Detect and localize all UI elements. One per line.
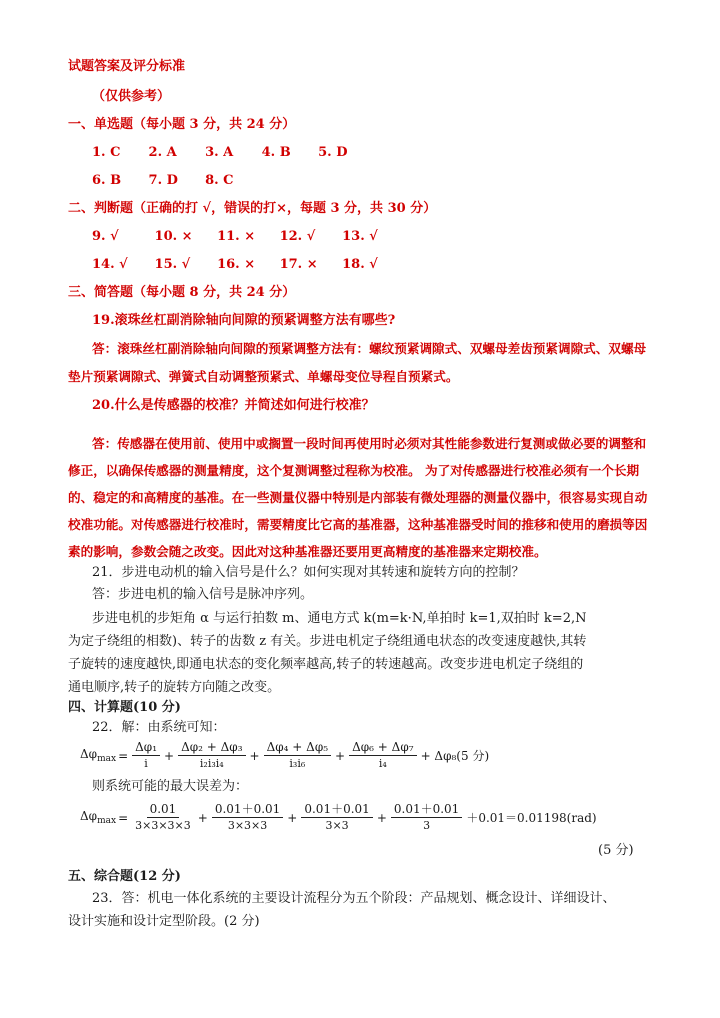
section-heading-calculation: 四、计算题(10 分) [68, 700, 181, 715]
answer-21-line: 步进电机的步矩角 α 与运行拍数 m、通电方式 k(m=k·N,单拍时 k=1,双拍时 k=2,N [92, 611, 587, 626]
formula-fraction: $\frac{\text{Δφ₂ + Δφ₃}}{\text{i₂i₃i₄}}$ [178, 740, 245, 771]
section-heading-single-choice: 一、单选题（每小题 3 分，共 24 分） [68, 117, 296, 132]
formula-fraction: $\frac{\text{Δφ₆ + Δφ₇}}{\text{i₄}}$ [349, 740, 416, 771]
answer-row [92, 228, 400, 246]
section-heading-comprehensive: 五、综合题(12 分) [68, 869, 181, 884]
answer-item: 1. C [92, 145, 121, 160]
answer-item: 6. B [92, 173, 122, 188]
answer-row [92, 172, 257, 190]
formula-fraction: $\frac{0.01+0.01}{3\times 3\times 3}$ [212, 802, 283, 833]
formula-tail: + Δφ₈(5 分) [420, 749, 490, 763]
answer-row [92, 256, 400, 274]
answer-20-line: 答：传感器在使用前、使用中或搁置一段时间再使用时必须对其性能参数进行复测或做必要的调整和 [92, 436, 647, 451]
answer-21-line: 子旋转的速度越快,即通电状态的变化频率越高,转子的转速越高。改变步进电机定子绕组的 [68, 657, 584, 672]
answer-21-line: 答：步进电机的输入信号是脉冲序列。 [92, 587, 314, 602]
answer-item: 2. A [148, 145, 177, 160]
answer-item: 12. √ [279, 229, 316, 244]
answer-item: 15. √ [154, 257, 191, 272]
answer-item: 13. √ [342, 229, 378, 244]
formula-fraction: $\frac{0.01+0.01}{3\times 3}$ [301, 802, 372, 833]
formula-fraction: $\frac{0.01+0.01}{3}$ [391, 802, 462, 833]
page-subtitle: （仅供参考） [92, 89, 171, 104]
answer-item: 14. √ [92, 257, 128, 272]
answer-item: 9. √ [92, 229, 119, 244]
section-heading-true-false: 二、判断题（正确的打 √，错误的打×，每题 3 分，共 30 分） [68, 201, 437, 216]
score-note: (5 分) [598, 843, 634, 858]
page-title: 试题答案及评分标准 [68, 59, 186, 74]
answer-item: 5. D [318, 145, 348, 160]
answer-item: 3. A [205, 145, 234, 160]
formula-max-error: $\Delta\varphi_{max}$ = $\frac{0.01}{3\times 3\times 3\times 3}$ + $\frac{0.01+0.01}{3\times 3\times 3}$ + $\frac{0.01+0.01}{3\times 3}$ + $\frac{0.01+0.01}{3}$ ＋0.01＝0.01198(rad) [80, 802, 597, 832]
answer-21-line: 通电顺序,转子的旋转方向随之改变。 [68, 680, 281, 695]
answer-item: 7. D [148, 173, 178, 188]
formula-fraction: $\frac{0.01}{3\times 3\times 3\times 3}$ [135, 802, 191, 832]
answer-item: 11. × [217, 229, 256, 244]
formula-equals: = [118, 810, 129, 825]
answer-23-line: 设计实施和设计定型阶段。(2 分) [68, 914, 260, 929]
answer-item: 17. × [279, 257, 318, 272]
question-21: 21．步进电动机的输入信号是什么？如何实现对其转速和旋转方向的控制？ [92, 565, 525, 580]
question-22: 22．解：由系统可知： [92, 720, 226, 735]
formula-fraction: $\frac{\text{Δφ₄ + Δφ₅}}{\text{i₃i₆}}$ [264, 740, 331, 771]
answer-20-line: 校准功能。对传感器进行校准时，需要精度比它高的基准器，这种基准器受时间的推移和使用的磨损等因 [68, 517, 648, 532]
formula-lhs: $\Delta\varphi_{max}$ [80, 809, 117, 826]
formula-tail: ＋0.01＝0.01198(rad) [466, 811, 597, 825]
answer-row [92, 144, 370, 162]
formula-fraction: $\frac{\text{Δφ₁}}{i}$ [132, 740, 160, 771]
answer-item: 10. × [154, 229, 193, 244]
answer-item: 16. × [217, 257, 256, 272]
answer-20-line: 的、稳定的和高精度的基准。在一些测量仪器中特别是内部装有微处理器的测量仪器中，很容易实现自动 [68, 490, 648, 505]
answer-23-line: 23．答：机电一体化系统的主要设计流程分为五个阶段：产品规划、概念设计、详细设计、 [92, 891, 616, 906]
question-19: 19.滚珠丝杠副消除轴向间隙的预紧调整方法有哪些? [92, 313, 396, 328]
answer-21-line: 为定子绕组的相数)、转子的齿数 z 有关。步进电机定子绕组通电状态的改变速度越快,其转 [68, 634, 587, 649]
formula-error-transfer: $\Delta\varphi_{max}$ = $\frac{\text{Δφ₁}}{i}$ + $\frac{\text{Δφ₂ + Δφ₃}}{\text{i₂i₃i₄}}$ + $\frac{\text{Δφ₄ + Δφ₅}}{\text{i₃i₆}}$ + $\frac{\text{Δφ₆ + Δφ₇}}{\text{i₄}}$ + Δφ₈(5 分) [80, 740, 490, 770]
section-heading-short-answer: 三、简答题（每小题 8 分，共 24 分） [68, 285, 296, 300]
formula-equals: = [118, 748, 129, 763]
answer-19-line: 答：滚珠丝杠副消除轴向间隙的预紧调整方法有：螺纹预紧调隙式、双螺母差齿预紧调隙式、双螺母 [92, 341, 647, 356]
answer-20-line: 修正，以确保传感器的测量精度，这个复测调整过程称为校准。 为了对传感器进行校准必须有一个长期 [68, 463, 640, 478]
answer-19-line: 垫片预紧调隙式、弹簧式自动调整预紧式、单螺母变位导程自预紧式。 [68, 369, 459, 384]
formula-lhs: $\Delta\varphi_{max}$ [80, 747, 117, 764]
intermediate-text: 则系统可能的最大误差为： [92, 779, 249, 794]
answer-item: 4. B [261, 145, 291, 160]
answer-item: 8. C [205, 173, 234, 188]
answer-20-line: 素的影响，参数会随之改变。因此对这种基准器还要用更高精度的基准器来定期校准。 [68, 544, 547, 559]
question-20: 20.什么是传感器的校准？并简述如何进行校准？ [92, 398, 375, 413]
answer-item: 18. √ [342, 257, 378, 272]
